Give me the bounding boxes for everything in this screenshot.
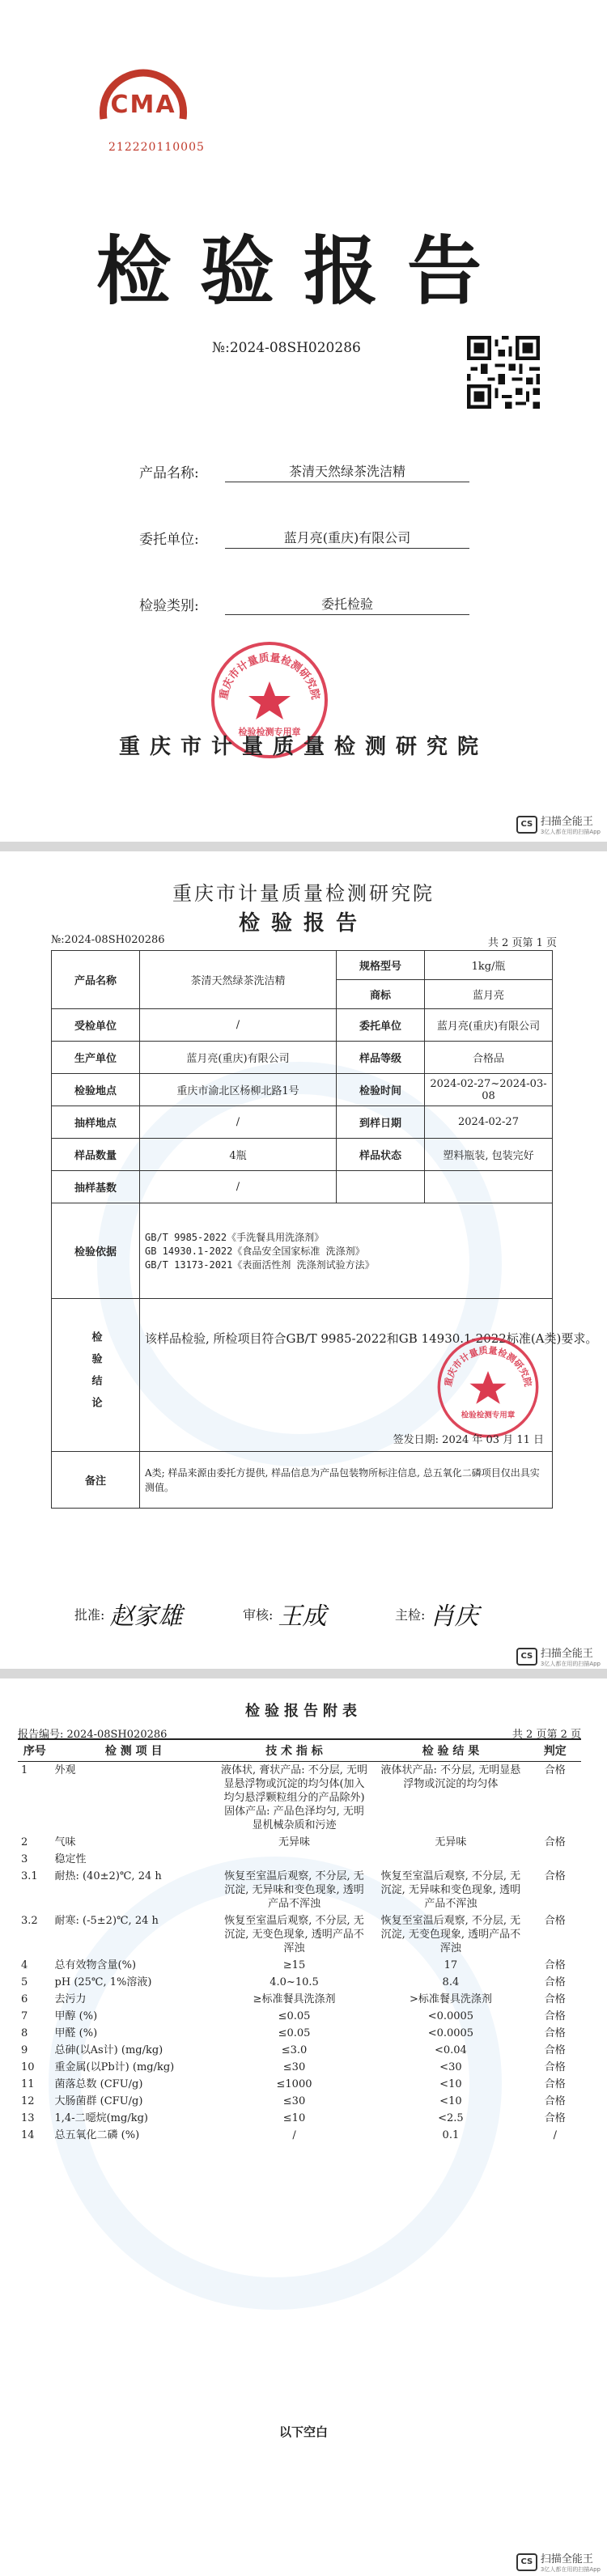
technical-spec: 恢复至室温后观察, 不分层, 无沉淀, 无异味和变色现象, 透明产品不浑浊	[224, 1870, 364, 1910]
basis-label: 检验依据	[52, 1203, 140, 1299]
table-row	[18, 1974, 581, 1991]
test-result: <0.04	[434, 2044, 467, 2056]
test-result: <2.5	[438, 2112, 464, 2124]
judgement: 合格	[544, 1836, 566, 1848]
judgement: 合格	[544, 2112, 566, 2124]
appendix-page	[0, 1678, 607, 2576]
appendix-table	[18, 1738, 581, 2144]
notes-text: A类; 样品来源由委托方提供, 样品信息为产品包装物所标注信息, 总五氧化二磷项目仅出具实测值。	[140, 1452, 553, 1509]
table-row	[18, 1991, 581, 2008]
scanner-watermark: CS 扫描全能王 3亿人都在用的扫描App	[516, 2550, 601, 2574]
technical-spec: ≥15	[282, 1959, 306, 1971]
test-item: 总有效物含量(%)	[54, 1959, 137, 1971]
judgement: 合格	[544, 2078, 566, 2090]
report-title: 检验报告	[238, 911, 368, 936]
row-number: 6	[21, 1993, 28, 2005]
row-number: 11	[21, 2078, 35, 2090]
test-result: <10	[439, 2095, 462, 2107]
table-row	[18, 2076, 581, 2093]
table-row	[18, 2008, 581, 2025]
basis-item: GB 14930.1-2022《食品安全国家标准 洗涤剂》	[145, 1246, 365, 1257]
cover-organization: 重庆市计量质量检测研究院	[118, 735, 488, 759]
notes-label: 备注	[52, 1452, 140, 1509]
row-value: 蓝月亮	[425, 980, 553, 1009]
row-value: 重庆市渝北区杨柳北路1号	[140, 1074, 337, 1106]
svg-text:CMA: CMA	[110, 91, 176, 119]
test-item: 总砷(以As计) (mg/kg)	[54, 2044, 163, 2056]
row-value: /	[140, 1106, 337, 1139]
row-label: 抽样地点	[52, 1106, 140, 1139]
inspection-seal	[435, 1335, 541, 1440]
row-value: /	[140, 1009, 337, 1042]
table-row	[52, 1203, 553, 1299]
test-result: <30	[439, 2061, 462, 2073]
row-value: 4瓶	[140, 1139, 337, 1171]
table-row	[52, 1452, 553, 1509]
main-signature: 主检: 肖庆	[395, 1602, 479, 1631]
technical-spec	[216, 1851, 372, 1868]
test-item: 重金属(以Pb计) (mg/kg)	[54, 2061, 175, 2073]
row-value	[425, 1171, 553, 1203]
table-row	[18, 1868, 581, 1912]
row-label: 抽样基数	[52, 1171, 140, 1203]
test-item: 气味	[54, 1836, 76, 1848]
technical-spec: 恢复至室温后观察, 不分层, 无沉淀, 无变色现象, 透明产品不浑浊	[224, 1915, 364, 1954]
test-result: 无异味	[435, 1836, 467, 1848]
technical-spec: 液体状, 膏状产品: 不分层, 无明显悬浮物或沉淀的均匀体(加入均匀悬浮颗粒组分的产品除外) 固体产品: 产品色泽均匀, 无明显机械杂质和污迹	[220, 1764, 368, 1831]
judgement: 合格	[544, 1870, 566, 1882]
report-number: №:2024-08SH020286	[212, 340, 361, 356]
test-result: >标准餐具洗涤剂	[409, 1993, 492, 2005]
table-row	[52, 1139, 553, 1171]
basis-item: GB/T 9985-2022《手洗餐具用洗涤剂》	[145, 1232, 325, 1243]
row-value: 合格品	[425, 1042, 553, 1074]
table-row	[18, 2059, 581, 2076]
table-row	[52, 951, 553, 980]
technical-spec: 4.0~10.5	[270, 1976, 319, 1988]
test-item: 1,4-二噁烷(mg/kg)	[54, 2112, 148, 2124]
row-number: 3	[21, 1853, 28, 1865]
report-page	[0, 851, 607, 1669]
row-label: 样品等级	[337, 1042, 425, 1074]
svg-text:重庆市计量质量检测研究院: 重庆市计量质量检测研究院	[218, 651, 321, 701]
judgement: 合格	[544, 2095, 566, 2107]
judgement: /	[553, 2129, 557, 2141]
table-row	[18, 1762, 581, 1835]
report-number: 报告编号: 2024-08SH020286	[18, 1729, 168, 1741]
basis-item: GB/T 13173-2021《表面活性剂 洗涤剂试验方法》	[145, 1259, 375, 1271]
column-header: 检 测 项 目	[52, 1739, 216, 1762]
svg-text:检验检测专用章: 检验检测专用章	[461, 1411, 516, 1420]
field-label-category: 检验类别:	[139, 598, 199, 614]
row-label: 检验时间	[337, 1074, 425, 1106]
column-header: 序号	[18, 1739, 52, 1762]
basis-list	[140, 1203, 553, 1299]
test-item: 稳定性	[54, 1853, 87, 1865]
judgement: 合格	[544, 1993, 566, 2005]
technical-spec: ≤3.0	[281, 2044, 308, 2056]
test-result: 恢复至室温后观察, 不分层, 无沉淀, 无变色现象, 透明产品不浑浊	[380, 1915, 521, 1954]
judgement: 合格	[544, 1959, 566, 1971]
technical-spec: ≤0.05	[278, 2010, 311, 2022]
table-row	[18, 1834, 581, 1851]
row-label: 检验地点	[52, 1074, 140, 1106]
row-number: 8	[21, 2027, 28, 2039]
scanner-watermark: CS 扫描全能王 3亿人都在用的扫描App	[516, 813, 601, 836]
row-value: 1kg/瓶	[425, 951, 553, 980]
row-number: 4	[21, 1959, 28, 1971]
table-row	[52, 1009, 553, 1042]
column-header: 判定	[529, 1739, 581, 1762]
cma-number: 212220110005	[108, 141, 205, 154]
field-label-product: 产品名称:	[139, 465, 199, 482]
test-item: 耐热: (40±2)℃, 24 h	[54, 1870, 162, 1882]
test-result: 恢复至室温后观察, 不分层, 无沉淀, 无异味和变色现象, 透明产品不浑浊	[380, 1870, 521, 1910]
report-organization: 重庆市计量质量检测研究院	[172, 882, 435, 905]
test-item: pH (25℃, 1%溶液)	[54, 1976, 152, 1988]
row-label: 委托单位	[337, 1009, 425, 1042]
test-result	[372, 1851, 528, 1868]
row-label: 产品名称	[52, 951, 140, 1009]
approve-signature: 批准: 赵家雄	[74, 1602, 183, 1631]
issue-date: 签发日期: 2024 年 03 月 11 日	[393, 1434, 544, 1446]
row-number: 7	[21, 2010, 28, 2022]
table-row	[18, 1912, 581, 1957]
svg-text:检验检测专用章: 检验检测专用章	[238, 727, 301, 737]
test-result: <0.0005	[427, 2027, 474, 2039]
test-result: 17	[444, 1959, 458, 1971]
row-label: 到样日期	[337, 1106, 425, 1139]
judgement: 合格	[544, 1915, 566, 1927]
table-row	[18, 2110, 581, 2127]
row-number: 10	[21, 2061, 35, 2073]
row-label	[337, 1171, 425, 1203]
table-row	[18, 1957, 581, 1974]
appendix-title: 检验报告附表	[245, 1703, 362, 1720]
test-result: <10	[439, 2078, 462, 2090]
camscanner-icon: CS	[516, 2553, 537, 2571]
row-label: 商标	[337, 980, 425, 1009]
row-value: 蓝月亮(重庆)有限公司	[140, 1042, 337, 1074]
table-row	[52, 1299, 553, 1452]
row-value: 2024-02-27~2024-03-08	[425, 1074, 553, 1106]
test-item: 甲醇 (%)	[54, 2010, 98, 2022]
row-number: 3.2	[21, 1915, 38, 1927]
row-number: 2	[21, 1836, 28, 1848]
svg-text:重庆市计量质量检测研究院: 重庆市计量质量检测研究院	[443, 1345, 533, 1388]
test-item: 耐寒: (-5±2)℃, 24 h	[54, 1915, 159, 1927]
column-header: 检 验 结 果	[372, 1739, 528, 1762]
scanner-watermark: CS 扫描全能王 3亿人都在用的扫描App	[516, 1644, 601, 1668]
conclusion-cell	[140, 1299, 598, 1452]
test-item: 甲醛 (%)	[54, 2027, 98, 2039]
report-table	[51, 950, 598, 1509]
row-number: 3.1	[21, 1870, 38, 1882]
table-row	[52, 1042, 553, 1074]
row-number: 1	[21, 1764, 28, 1776]
field-label-client: 委托单位:	[139, 532, 199, 548]
row-number: 12	[21, 2095, 35, 2107]
row-number: 14	[21, 2129, 35, 2141]
page-info: 共 2 页第 2 页	[511, 1729, 581, 1741]
test-result: 0.1	[442, 2129, 460, 2141]
technical-spec: ≥标准餐具洗涤剂	[253, 1993, 336, 2005]
test-item: 去污力	[54, 1993, 87, 2005]
technical-spec: ≤10	[282, 2112, 306, 2124]
row-number: 5	[21, 1976, 28, 1988]
conclusion-text: 该样品检验, 所检项目符合GB/T 9985-2022和GB 14930.1-2022标准(A类)要求。	[145, 1331, 598, 1346]
table-row	[52, 1074, 553, 1106]
column-header: 技 术 指 标	[216, 1739, 372, 1762]
test-result: <0.0005	[427, 2010, 474, 2022]
table-row	[52, 1106, 553, 1139]
test-item: 总五氧化二磷 (%)	[54, 2129, 140, 2141]
judgement: 合格	[544, 2061, 566, 2073]
test-item: 外观	[54, 1764, 76, 1776]
row-value: 2024-02-27	[425, 1106, 553, 1139]
conclusion-label: 检验结论	[52, 1299, 140, 1452]
below-blank: 以下空白	[278, 2425, 328, 2439]
table-header-row	[18, 1739, 581, 1762]
field-value-product: 茶清天然绿茶洗洁精	[225, 461, 469, 482]
judgement	[529, 1851, 581, 1868]
judgement: 合格	[544, 2010, 566, 2022]
page-info: 共 2 页第 1 页	[487, 937, 557, 949]
cover-title: 检验报告	[96, 227, 511, 315]
row-label: 规格型号	[337, 951, 425, 980]
test-item: 大肠菌群 (CFU/g)	[54, 2095, 143, 2107]
test-result: 8.4	[442, 1976, 460, 1988]
judgement: 合格	[544, 2044, 566, 2056]
judgement: 合格	[544, 2027, 566, 2039]
row-value: 茶清天然绿茶洗洁精	[140, 951, 337, 1009]
row-value: /	[140, 1171, 337, 1203]
table-row	[52, 1171, 553, 1203]
cma-logo	[96, 69, 191, 125]
camscanner-icon: CS	[516, 1648, 537, 1666]
table-row	[18, 1851, 581, 1868]
table-row	[18, 2042, 581, 2059]
report-number: №:2024-08SH020286	[51, 934, 165, 946]
cover-page	[0, 0, 607, 842]
technical-spec: /	[292, 2129, 296, 2141]
test-result: 液体状产品: 不分层, 无明显悬浮物或沉淀的均匀体	[380, 1764, 521, 1790]
row-label: 受检单位	[52, 1009, 140, 1042]
table-row	[18, 2025, 581, 2042]
judgement: 合格	[544, 1764, 566, 1776]
technical-spec: ≤30	[282, 2061, 306, 2073]
field-value-category: 委托检验	[225, 594, 469, 615]
technical-spec: 无异味	[278, 1836, 311, 1848]
qr-code	[467, 336, 540, 409]
camscanner-icon: CS	[516, 816, 537, 834]
row-label: 样品数量	[52, 1139, 140, 1171]
row-value: 塑料瓶装, 包装完好	[425, 1139, 553, 1171]
table-row	[18, 2127, 581, 2144]
row-label: 样品状态	[337, 1139, 425, 1171]
row-number: 9	[21, 2044, 28, 2056]
test-item: 菌落总数 (CFU/g)	[54, 2078, 143, 2090]
technical-spec: ≤0.05	[278, 2027, 311, 2039]
review-signature: 审核: 王成	[243, 1602, 327, 1631]
field-value-client: 蓝月亮(重庆)有限公司	[225, 528, 469, 549]
technical-spec: ≤1000	[276, 2078, 312, 2090]
table-row	[18, 2093, 581, 2110]
technical-spec: ≤30	[282, 2095, 306, 2107]
row-value: 蓝月亮(重庆)有限公司	[425, 1009, 553, 1042]
row-number: 13	[21, 2112, 35, 2124]
judgement: 合格	[544, 1976, 566, 1988]
row-label: 生产单位	[52, 1042, 140, 1074]
